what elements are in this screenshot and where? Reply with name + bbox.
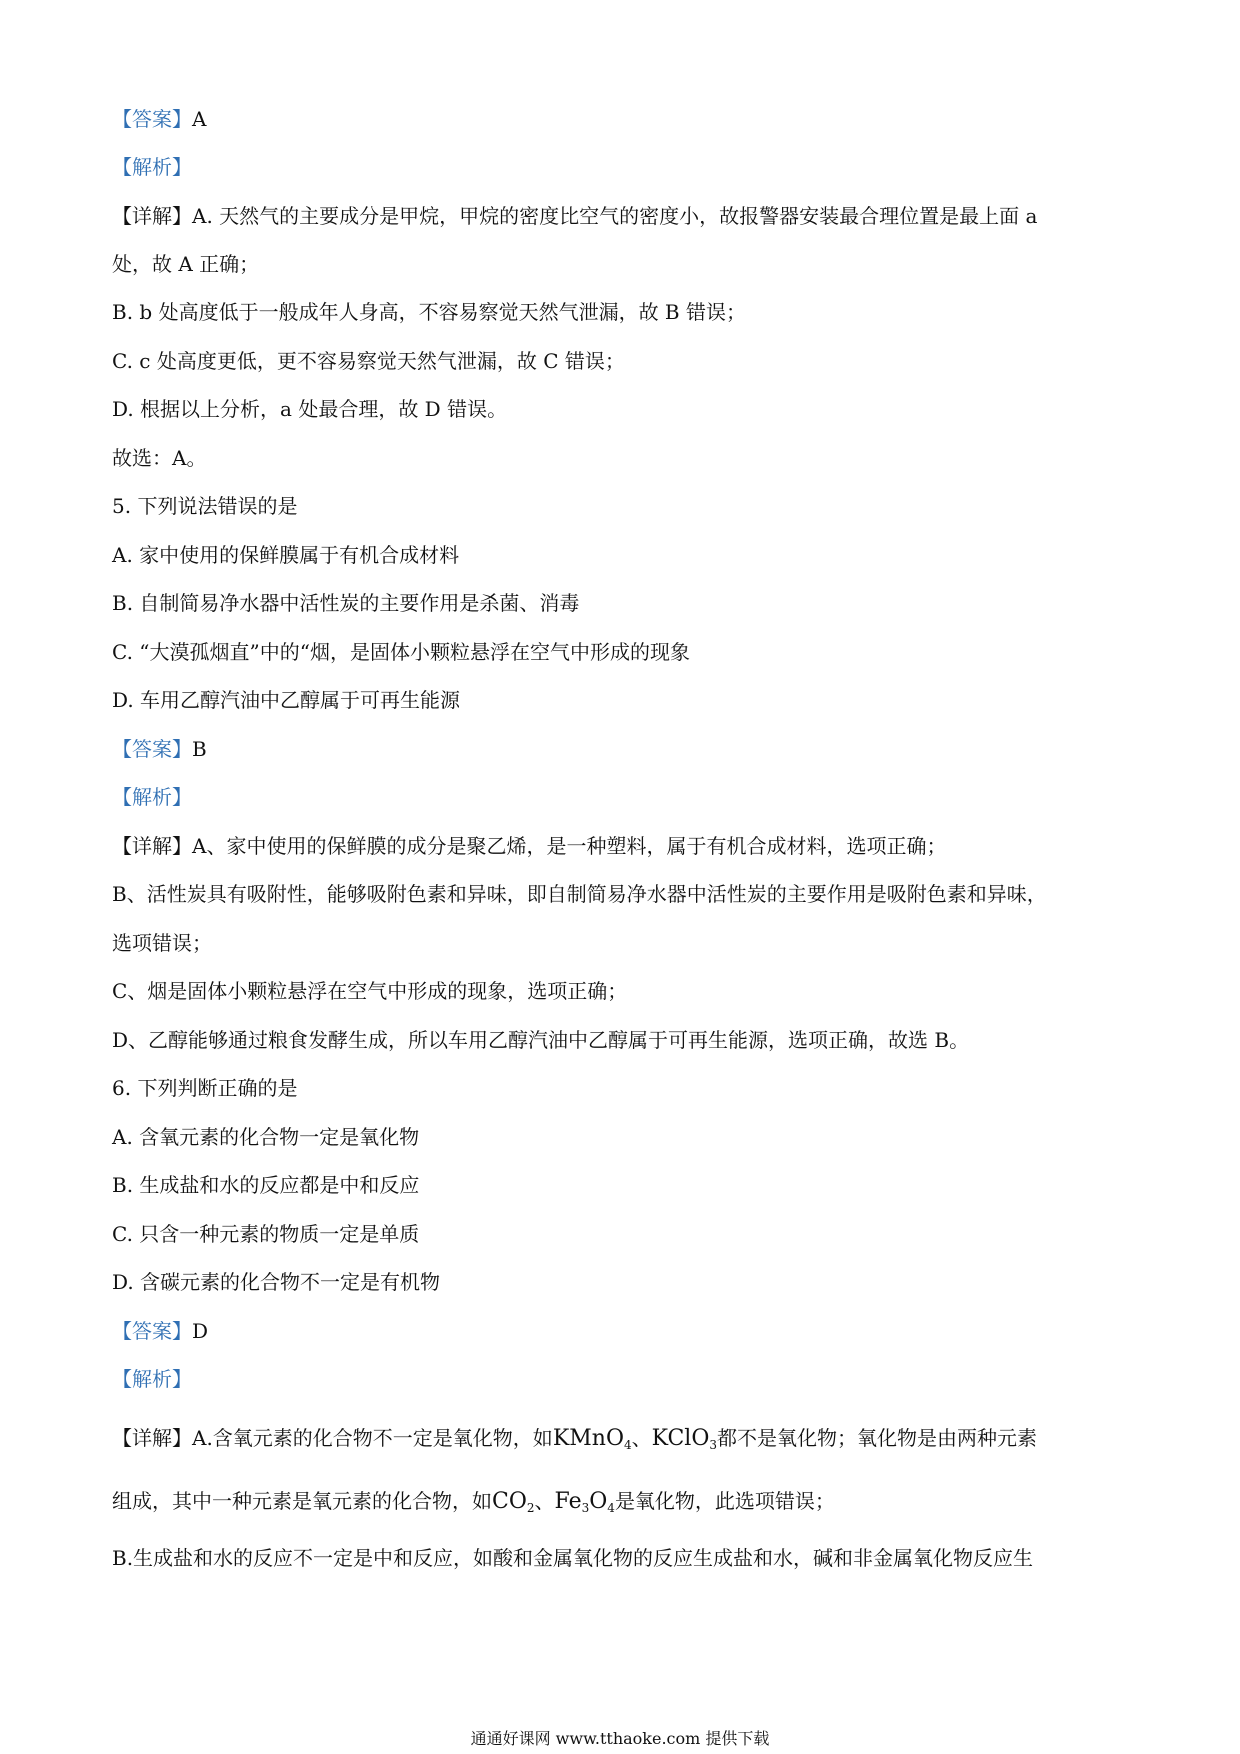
q5-option-b: B. 自制简易净水器中活性炭的主要作用是杀菌、消毒 xyxy=(112,591,580,615)
formula-fe3o4 xyxy=(555,1489,615,1514)
q5-answer-line xyxy=(112,736,207,762)
q4-conclusion: 故选：A。 xyxy=(112,446,207,470)
formula-text: KClO xyxy=(651,1426,710,1451)
q4-detail-line-3: B. b 处高度低于一般成年人身高，不容易察觉天然气泄漏，故 B 错误； xyxy=(112,300,746,324)
q4-detail-line-4: C. c 处高度更低，更不容易察觉天然气泄漏，故 C 错误； xyxy=(112,349,625,373)
answer-tag: 【答案】 xyxy=(112,107,192,131)
q4-analysis-tag: 【解析】 xyxy=(112,155,192,179)
formula-subscript: 2 xyxy=(526,1501,535,1515)
answer-tag: 【答案】 xyxy=(112,1319,192,1343)
formula-subscript: 4 xyxy=(607,1501,615,1515)
q5-analysis-tag: 【解析】 xyxy=(112,785,192,809)
q6-answer-line xyxy=(112,1318,208,1344)
detail-text: 都不是氧化物；氧化物是由两种元素 xyxy=(717,1426,1038,1450)
formula-subscript: 3 xyxy=(709,1438,718,1452)
q4-detail-line-1 xyxy=(112,203,1037,229)
q5-option-a: A. 家中使用的保鲜膜属于有机合成材料 xyxy=(112,543,460,567)
q6-option-a: A. 含氧元素的化合物一定是氧化物 xyxy=(112,1125,420,1149)
q4-answer-line xyxy=(112,106,206,132)
answer-value: D xyxy=(192,1319,209,1343)
q6-detail-line-3: B.生成盐和水的反应不一定是中和反应，如酸和金属氧化物的反应生成盐和水，碱和非金属氧化物反应生 xyxy=(112,1546,1034,1570)
q5-option-c: C. “大漠孤烟直”中的“烟，是固体小颗粒悬浮在空气中形成的现象 xyxy=(112,640,690,664)
q5-detail-line-1 xyxy=(112,833,946,859)
q6-option-d: D. 含碳元素的化合物不一定是有机物 xyxy=(112,1270,441,1294)
detail-text: A.含氧元素的化合物不一定是氧化物，如 xyxy=(192,1426,553,1450)
detail-text: A、家中使用的保鲜膜的成分是聚乙烯，是一种塑料，属于有机合成材料，选项正确； xyxy=(192,834,947,858)
q5-stem: 5. 下列说法错误的是 xyxy=(112,494,298,518)
q5-detail-line-3: 选项错误； xyxy=(112,931,212,955)
detail-tag: 【详解】 xyxy=(112,204,192,228)
formula-kmno4 xyxy=(553,1426,632,1451)
formula-subscript: 3 xyxy=(581,1501,590,1515)
answer-value: B xyxy=(192,737,207,761)
q6-option-c: C. 只含一种元素的物质一定是单质 xyxy=(112,1222,420,1246)
q4-detail-line-2: 处，故 A 正确； xyxy=(112,252,260,276)
detail-text: A. 天然气的主要成分是甲烷，甲烷的密度比空气的密度小，故报警器安装最合理位置是最上面 a xyxy=(192,204,1038,228)
q5-detail-line-5: D、乙醇能够通过粮食发酵生成，所以车用乙醇汽油中乙醇属于可再生能源，选项正确，故选 B。 xyxy=(112,1028,970,1052)
q5-detail-line-2: B、活性炭具有吸附性，能够吸附色素和异味，即自制简易净水器中活性炭的主要作用是吸附色素和异味， xyxy=(112,882,1047,906)
formula-subscript: 4 xyxy=(623,1438,632,1452)
formula-text: KMnO xyxy=(552,1426,624,1451)
q6-detail-line-1 xyxy=(112,1425,1037,1452)
q4-detail-line-5: D. 根据以上分析，a 处最合理，故 D 错误。 xyxy=(112,397,508,421)
q6-detail-line-2 xyxy=(112,1488,835,1515)
q6-stem: 6. 下列判断正确的是 xyxy=(112,1076,298,1100)
separator: 、 xyxy=(631,1426,652,1450)
detail-tag: 【详解】 xyxy=(112,834,192,858)
footer-watermark: 通通好课网 www.tthaoke.com 提供下载 xyxy=(470,1729,770,1748)
formula-text: O xyxy=(589,1489,608,1514)
detail-tag: 【详解】 xyxy=(112,1426,192,1450)
detail-text: 是氧化物，此选项错误； xyxy=(614,1489,835,1513)
formula-co2 xyxy=(492,1489,535,1514)
answer-value: A xyxy=(192,107,207,131)
formula-text: Fe xyxy=(554,1489,582,1514)
formula-kclo3 xyxy=(652,1426,717,1451)
q5-option-d: D. 车用乙醇汽油中乙醇属于可再生能源 xyxy=(112,688,461,712)
q5-detail-line-4: C、烟是固体小颗粒悬浮在空气中形成的现象，选项正确； xyxy=(112,979,628,1003)
formula-text: CO xyxy=(492,1489,527,1514)
q6-analysis-tag: 【解析】 xyxy=(112,1367,192,1391)
q6-option-b: B. 生成盐和水的反应都是中和反应 xyxy=(112,1173,420,1197)
separator: 、 xyxy=(534,1489,555,1513)
detail-text: 组成，其中一种元素是氧元素的化合物，如 xyxy=(112,1489,492,1513)
answer-tag: 【答案】 xyxy=(112,737,192,761)
